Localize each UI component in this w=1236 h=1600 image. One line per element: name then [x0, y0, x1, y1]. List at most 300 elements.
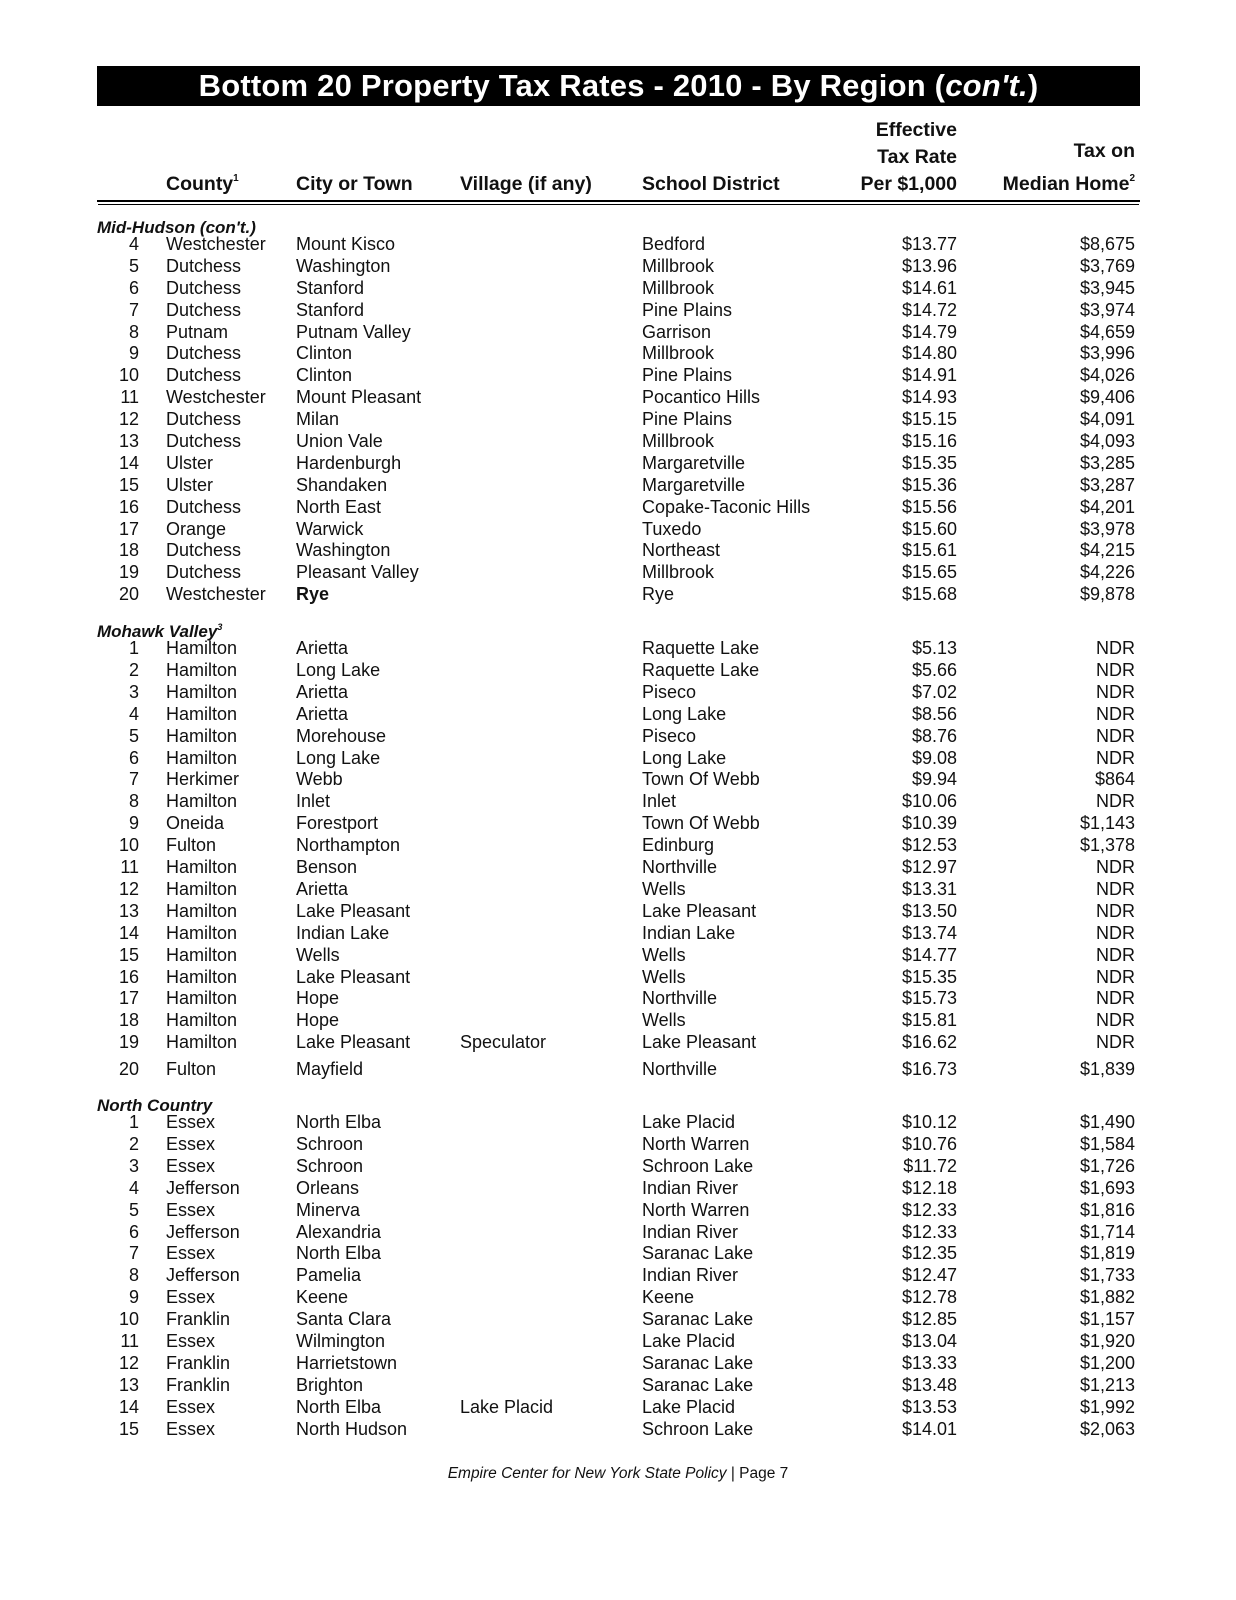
cell-city: Arietta [296, 638, 349, 659]
cell-school: Pine Plains [642, 365, 733, 386]
cell-rate: $14.77 [901, 944, 957, 965]
cell-tax: $1,733 [1079, 1265, 1135, 1286]
cell-rate: $13.04 [901, 1330, 957, 1351]
cell-county: Dutchess [166, 299, 242, 320]
cell-school: Pocantico Hills [642, 387, 761, 408]
cell-school: Piseco [642, 725, 697, 746]
cell-tax: NDR [1096, 791, 1135, 812]
cell-rate: $13.31 [901, 878, 957, 899]
cell-city: Indian Lake [296, 922, 390, 943]
cell-rank: 14 [118, 452, 139, 473]
cell-city: North Hudson [296, 1418, 408, 1439]
cell-city: Clinton [296, 343, 353, 364]
cell-tax: $1,157 [1079, 1309, 1135, 1330]
cell-rate: $15.56 [901, 496, 957, 517]
column-header-rate: Effective Tax Rate Per $1,000 [860, 119, 957, 195]
cell-rank: 19 [118, 562, 139, 583]
cell-city: Lake Pleasant [296, 900, 411, 921]
cell-county: Franklin [166, 1352, 231, 1373]
cell-rank: 12 [118, 878, 139, 899]
cell-school: Long Lake [642, 703, 727, 724]
cell-tax: $1,839 [1079, 1059, 1135, 1080]
cell-city: Mayfield [296, 1059, 364, 1080]
cell-tax: $3,945 [1079, 277, 1135, 298]
cell-school: Keene [642, 1287, 695, 1308]
cell-school: Lake Pleasant [642, 900, 757, 921]
cell-rank: 13 [118, 900, 139, 921]
cell-city: Clinton [296, 365, 353, 386]
cell-school: Pine Plains [642, 299, 733, 320]
cell-rank: 8 [128, 791, 139, 812]
cell-county: Hamilton [166, 900, 238, 921]
table-body [97, 212, 1140, 1440]
cell-tax: $2,063 [1079, 1418, 1135, 1439]
cell-rank: 18 [118, 1010, 139, 1031]
cell-tax: NDR [1096, 944, 1135, 965]
cell-county: Essex [166, 1330, 216, 1351]
cell-rank: 11 [120, 1330, 139, 1351]
cell-rank: 4 [128, 1177, 139, 1198]
cell-county: Essex [166, 1243, 216, 1264]
cell-county: Dutchess [166, 496, 242, 517]
table-row [97, 1010, 1140, 1032]
cell-city: Lake Pleasant [296, 1032, 411, 1053]
cell-tax: $9,406 [1079, 387, 1135, 408]
table-row [97, 584, 1140, 606]
cell-city: Stanford [296, 299, 365, 320]
cell-rate: $13.96 [901, 255, 957, 276]
table-row [97, 769, 1140, 791]
cell-tax: NDR [1096, 988, 1135, 1009]
cell-tax: NDR [1096, 638, 1135, 659]
cell-tax: $1,143 [1079, 813, 1135, 834]
table-row [97, 1309, 1140, 1331]
cell-city: Schroon [296, 1155, 364, 1176]
cell-school: Long Lake [642, 747, 727, 768]
cell-rate: $14.80 [901, 343, 957, 364]
cell-county: Essex [166, 1155, 216, 1176]
cell-county: Dutchess [166, 409, 242, 430]
cell-county: Jefferson [166, 1221, 240, 1242]
cell-city: Wilmington [296, 1330, 386, 1351]
cell-rank: 15 [118, 944, 139, 965]
cell-city: Union Vale [296, 431, 383, 452]
cell-city: Webb [296, 769, 343, 790]
cell-school: Indian River [642, 1265, 739, 1286]
cell-county: Hamilton [166, 703, 238, 724]
cell-tax: $1,584 [1079, 1133, 1135, 1154]
cell-city: Hope [296, 988, 340, 1009]
cell-rate: $15.65 [901, 562, 957, 583]
table-row [97, 1353, 1140, 1375]
table-row [97, 682, 1140, 704]
cell-school: Copake-Taconic Hills [642, 496, 811, 517]
cell-city: North Elba [296, 1112, 382, 1133]
cell-school: Garrison [642, 321, 712, 342]
cell-county: Essex [166, 1418, 216, 1439]
cell-tax: $3,285 [1079, 452, 1135, 473]
cell-rank: 5 [128, 255, 139, 276]
cell-rate: $8.76 [911, 725, 957, 746]
cell-tax: $3,287 [1079, 474, 1135, 495]
cell-school: Lake Placid [642, 1330, 736, 1351]
table-row [97, 453, 1140, 475]
cell-county: Westchester [166, 234, 266, 254]
table-row [97, 988, 1140, 1010]
cell-county: Fulton [166, 835, 217, 856]
table-row [97, 638, 1140, 660]
table-row [97, 879, 1140, 901]
cell-rank: 17 [118, 988, 139, 1009]
cell-rate: $15.35 [901, 452, 957, 473]
cell-school: Northville [642, 1059, 718, 1080]
cell-city: Long Lake [296, 660, 381, 681]
cell-tax: NDR [1096, 703, 1135, 724]
cell-rate: $13.53 [901, 1396, 957, 1417]
table-row [97, 343, 1140, 365]
cell-city: Mount Pleasant [296, 387, 422, 408]
cell-rate: $13.74 [901, 922, 957, 943]
cell-rank: 9 [128, 813, 139, 834]
cell-tax: NDR [1096, 1010, 1135, 1031]
cell-school: Lake Placid [642, 1396, 736, 1417]
table-row [97, 365, 1140, 387]
cell-rate: $13.48 [901, 1374, 957, 1395]
cell-county: Dutchess [166, 431, 242, 452]
cell-county: Hamilton [166, 922, 238, 943]
table-row [97, 300, 1140, 322]
cell-rate: $12.33 [901, 1199, 957, 1220]
cell-tax: $1,992 [1079, 1396, 1135, 1417]
cell-rate: $12.47 [901, 1265, 957, 1286]
cell-county: Herkimer [166, 769, 240, 790]
cell-school: Wells [642, 966, 686, 987]
cell-school: Northville [642, 988, 718, 1009]
cell-tax: $4,215 [1079, 540, 1135, 561]
cell-county: Dutchess [166, 343, 242, 364]
title-close: ) [1027, 68, 1039, 103]
cell-school: Rye [642, 584, 675, 605]
cell-tax: NDR [1096, 857, 1135, 878]
cell-tax: NDR [1096, 725, 1135, 746]
title-italic: con't. [945, 68, 1028, 103]
column-header-village: Village (if any) [460, 173, 592, 195]
cell-rank: 9 [128, 343, 139, 364]
cell-county: Essex [166, 1199, 216, 1220]
cell-county: Jefferson [166, 1177, 240, 1198]
cell-rank: 8 [128, 321, 139, 342]
cell-county: Fulton [166, 1059, 217, 1080]
cell-rate: $14.61 [901, 277, 957, 298]
table-row [97, 431, 1140, 453]
cell-rank: 5 [128, 1199, 139, 1220]
cell-rank: 9 [128, 1287, 139, 1308]
cell-rank: 20 [118, 584, 139, 605]
table-row [97, 540, 1140, 562]
cell-city: Hope [296, 1010, 340, 1031]
table-row [97, 704, 1140, 726]
cell-school: Millbrook [642, 343, 715, 364]
cell-tax: $4,226 [1079, 562, 1135, 583]
cell-city: Morehouse [296, 725, 387, 746]
cell-rank: 5 [128, 725, 139, 746]
cell-tax: NDR [1096, 681, 1135, 702]
cell-county: Hamilton [166, 791, 238, 812]
table-row [97, 923, 1140, 945]
cell-city: Schroon [296, 1133, 364, 1154]
cell-tax: NDR [1096, 1032, 1135, 1053]
table-row [97, 1178, 1140, 1200]
cell-tax: $1,693 [1079, 1177, 1135, 1198]
cell-county: Hamilton [166, 725, 238, 746]
cell-school: Lake Placid [642, 1112, 736, 1133]
cell-county: Essex [166, 1287, 216, 1308]
cell-school: Raquette Lake [642, 638, 760, 659]
cell-city: Forestport [296, 813, 379, 834]
column-header-city: City or Town [296, 173, 413, 195]
cell-rate: $11.72 [903, 1155, 957, 1176]
cell-tax: $1,200 [1079, 1352, 1135, 1373]
cell-city: Putnam Valley [296, 321, 411, 342]
cell-rank: 2 [128, 1133, 139, 1154]
cell-tax: NDR [1096, 660, 1135, 681]
cell-city: Lake Pleasant [296, 966, 411, 987]
cell-rate: $15.81 [901, 1010, 957, 1031]
table-row [97, 945, 1140, 967]
cell-city: Brighton [296, 1374, 364, 1395]
cell-rate: $16.62 [901, 1032, 957, 1053]
table-row [97, 791, 1140, 813]
table-row [97, 1419, 1140, 1441]
cell-tax: $1,819 [1079, 1243, 1135, 1264]
cell-rank: 6 [128, 747, 139, 768]
title-text: Bottom 20 Property Tax Rates - 2010 - By Region ( [198, 68, 946, 103]
table-row [97, 278, 1140, 300]
cell-county: Dutchess [166, 540, 242, 561]
cell-city: Warwick [296, 518, 364, 539]
cell-rank: 16 [118, 496, 139, 517]
table-row [97, 901, 1140, 923]
cell-rate: $15.73 [901, 988, 957, 1009]
table-row [97, 1134, 1140, 1156]
cell-rate: $12.35 [901, 1243, 957, 1264]
cell-rank: 14 [118, 922, 139, 943]
cell-city: Keene [296, 1287, 349, 1308]
table-row [97, 813, 1140, 835]
table-row [97, 387, 1140, 409]
cell-city: Pleasant Valley [296, 562, 419, 583]
cell-city: Northampton [296, 835, 401, 856]
cell-county: Jefferson [166, 1265, 240, 1286]
cell-rank: 11 [120, 857, 139, 878]
cell-rate: $13.77 [901, 234, 957, 254]
cell-school: Northeast [642, 540, 721, 561]
cell-rank: 7 [128, 769, 139, 790]
table-row [97, 1222, 1140, 1244]
cell-county: Hamilton [166, 1032, 238, 1053]
cell-city: Alexandria [296, 1221, 382, 1242]
cell-rank: 1 [128, 638, 139, 659]
cell-tax: $3,978 [1079, 518, 1135, 539]
cell-city: Benson [296, 857, 358, 878]
cell-county: Dutchess [166, 562, 242, 583]
cell-rank: 8 [128, 1265, 139, 1286]
cell-city: Mount Kisco [296, 234, 396, 254]
cell-rank: 1 [128, 1112, 139, 1133]
cell-rate: $5.66 [911, 660, 957, 681]
footer-org: Empire Center for New York State Policy [447, 1465, 727, 1482]
cell-tax: $864 [1094, 769, 1135, 790]
cell-tax: $4,026 [1079, 365, 1135, 386]
cell-rate: $12.78 [901, 1287, 957, 1308]
cell-school: Lake Pleasant [642, 1032, 757, 1053]
table-row [97, 475, 1140, 497]
cell-school: Indian River [642, 1177, 739, 1198]
cell-rate: $7.02 [911, 681, 957, 702]
cell-tax: $4,659 [1079, 321, 1135, 342]
cell-rank: 12 [118, 1352, 139, 1373]
cell-rank: 20 [118, 1059, 139, 1080]
cell-school: North Warren [642, 1133, 750, 1154]
cell-tax: NDR [1096, 900, 1135, 921]
cell-rank: 15 [118, 1418, 139, 1439]
cell-tax: $8,675 [1079, 234, 1135, 254]
cell-city: North East [296, 496, 382, 517]
cell-rate: $10.39 [901, 813, 957, 834]
cell-tax: $1,378 [1079, 835, 1135, 856]
cell-city: Rye [296, 584, 330, 605]
table-row [97, 1265, 1140, 1287]
cell-county: Oneida [166, 813, 225, 834]
page-footer: Empire Center for New York State Policy | Page 7 [447, 1465, 789, 1482]
cell-tax: $1,213 [1079, 1374, 1135, 1395]
cell-tax: NDR [1096, 966, 1135, 987]
cell-rank: 15 [118, 474, 139, 495]
cell-county: Essex [166, 1133, 216, 1154]
cell-city: Arietta [296, 681, 349, 702]
cell-rank: 7 [128, 1243, 139, 1264]
cell-school: Wells [642, 944, 686, 965]
cell-rank: 3 [128, 1155, 139, 1176]
cell-city: Minerva [296, 1199, 361, 1220]
cell-school: Bedford [642, 234, 706, 254]
cell-tax: $9,878 [1079, 584, 1135, 605]
cell-city: North Elba [296, 1396, 382, 1417]
cell-school: Inlet [642, 791, 677, 812]
cell-school: Wells [642, 878, 686, 899]
cell-city: Arietta [296, 878, 349, 899]
cell-tax: $1,920 [1079, 1330, 1135, 1351]
cell-county: Franklin [166, 1309, 231, 1330]
cell-school: Millbrook [642, 277, 715, 298]
cell-rate: $13.50 [901, 900, 957, 921]
cell-school: Schroon Lake [642, 1418, 754, 1439]
page-number: Page 7 [739, 1465, 789, 1482]
cell-rate: $14.91 [901, 365, 957, 386]
cell-rate: $15.15 [901, 409, 957, 430]
footnote-marker: 2 [1129, 173, 1135, 184]
cell-county: Franklin [166, 1374, 231, 1395]
table-row [97, 1054, 1140, 1080]
cell-city: Washington [296, 540, 391, 561]
cell-rate: $9.94 [911, 769, 957, 790]
cell-rate: $10.76 [901, 1133, 957, 1154]
cell-city: Santa Clara [296, 1309, 392, 1330]
cell-county: Hamilton [166, 988, 238, 1009]
cell-school: Town Of Webb [642, 813, 760, 834]
cell-school: Saranac Lake [642, 1309, 754, 1330]
table-row [97, 322, 1140, 344]
cell-rate: $15.36 [901, 474, 957, 495]
document-page [97, 66, 1140, 1440]
cell-tax: $1,490 [1079, 1112, 1135, 1133]
cell-rank: 13 [118, 431, 139, 452]
region-heading: North Country [97, 1096, 213, 1116]
cell-rate: $13.33 [901, 1352, 957, 1373]
cell-rank: 18 [118, 540, 139, 561]
cell-rate: $14.72 [901, 299, 957, 320]
cell-rank: 14 [118, 1396, 139, 1417]
table-row [97, 519, 1140, 541]
cell-rate: $12.85 [901, 1309, 957, 1330]
column-header-school: School District [642, 173, 780, 195]
cell-rate: $8.56 [911, 703, 957, 724]
cell-city: Harrietstown [296, 1352, 398, 1373]
cell-city: Wells [296, 944, 340, 965]
table-row [97, 726, 1140, 748]
cell-rate: $15.68 [901, 584, 957, 605]
cell-tax: $3,996 [1079, 343, 1135, 364]
cell-village: Lake Placid [460, 1396, 554, 1417]
cell-rate: $12.53 [901, 835, 957, 856]
cell-tax: $4,091 [1079, 409, 1135, 430]
cell-school: Millbrook [642, 562, 715, 583]
cell-rank: 6 [128, 1221, 139, 1242]
cell-rank: 10 [118, 835, 139, 856]
cell-city: Pamelia [296, 1265, 362, 1286]
table-row [97, 1375, 1140, 1397]
table-row [97, 1287, 1140, 1309]
cell-rank: 10 [118, 365, 139, 386]
cell-school: Edinburg [642, 835, 715, 856]
cell-rate: $5.13 [911, 638, 957, 659]
cell-tax: $1,816 [1079, 1199, 1135, 1220]
cell-tax: NDR [1096, 747, 1135, 768]
cell-city: Shandaken [296, 474, 388, 495]
cell-city: Stanford [296, 277, 365, 298]
cell-school: Piseco [642, 681, 697, 702]
cell-county: Hamilton [166, 944, 238, 965]
table-row [97, 234, 1140, 256]
cell-school: Town Of Webb [642, 769, 760, 790]
cell-tax: $3,974 [1079, 299, 1135, 320]
cell-school: Indian Lake [642, 922, 736, 943]
page-title [97, 66, 1140, 106]
cell-county: Dutchess [166, 365, 242, 386]
table-row [97, 660, 1140, 682]
cell-rate: $12.97 [901, 857, 957, 878]
cell-tax: NDR [1096, 878, 1135, 899]
cell-county: Westchester [166, 584, 266, 605]
cell-school: Northville [642, 857, 718, 878]
cell-county: Orange [166, 518, 227, 539]
cell-rank: 2 [128, 660, 139, 681]
column-header-county: County$^1$ [166, 173, 239, 195]
cell-rank: 16 [118, 966, 139, 987]
table-row [97, 1112, 1140, 1134]
cell-rate: $15.16 [901, 431, 957, 452]
cell-tax: $3,769 [1079, 255, 1135, 276]
